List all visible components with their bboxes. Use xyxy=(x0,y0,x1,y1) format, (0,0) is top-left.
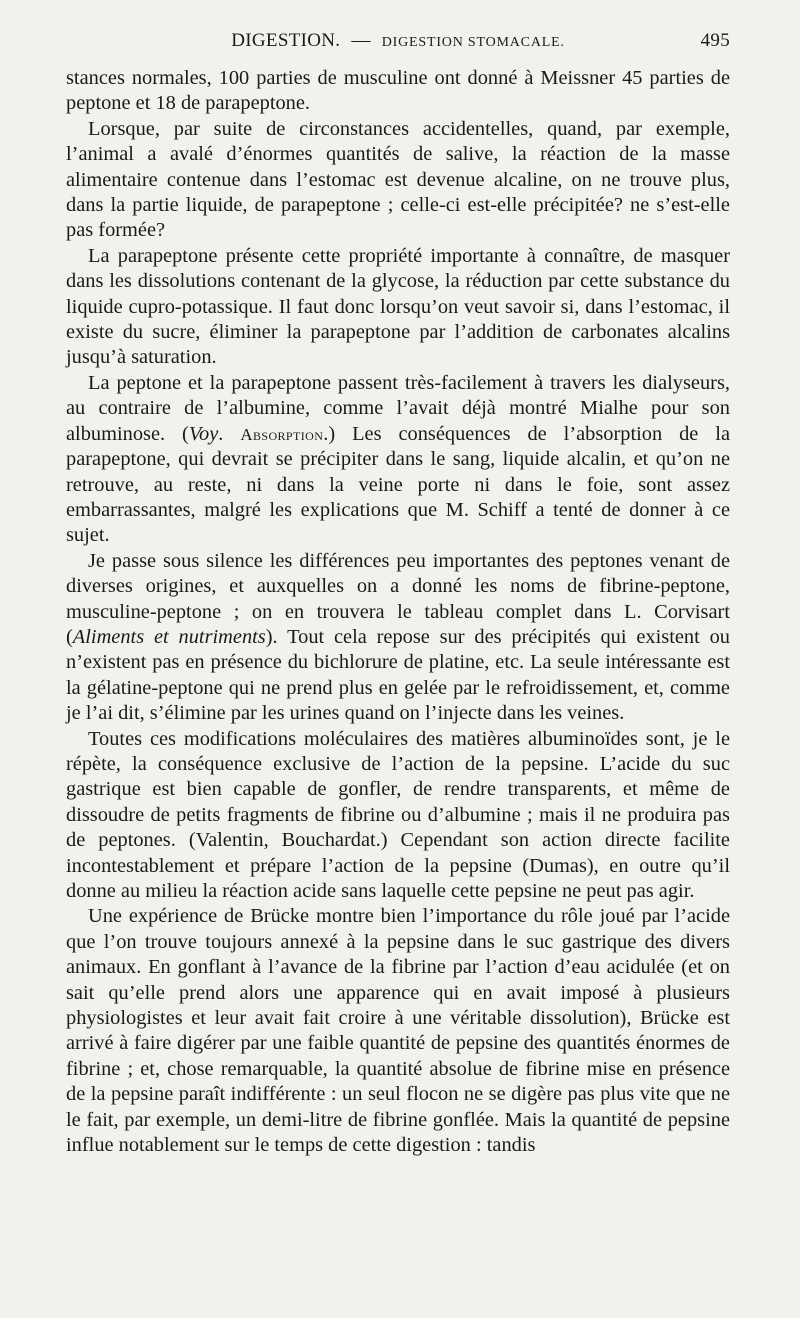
text-segment: La peptone et la parapeptone passent très-facilement à travers les dialyseurs, au contraire de l’albumine, comme l’avait déjà montré Mialhe pour son albuminose. ( xyxy=(66,371,730,445)
header-section: DIGESTION STOMACALE. xyxy=(381,35,565,50)
paragraph-dialysis xyxy=(66,371,730,549)
page-body xyxy=(66,66,730,1158)
paragraph-pepsine-action: Toutes ces modifications moléculaires des matières albuminoïdes sont, je le répète, la conséquence exclusive de l’action de la pepsine. L’acide du suc gastrique est bien capable de gonfler, de rendre transparents, et même de dissoudre de petits fragments de fibrine ou d’albumine ; mais il ne produira pas de peptones. (Valentin, Bouchardat.) Cependant son action directe facilite incontestablement et prépare l’action de la pepsine (Dumas), en outre qu’il donne au milieu la réaction acide sans laquelle cette pepsine ne peut pas agir. xyxy=(66,727,730,902)
header-dash: — xyxy=(351,30,371,51)
paragraph-peptone-varieties xyxy=(66,549,730,727)
text-segment: .) Les conséquences de l’absorption de la parapeptone, qui devrait se précipiter dans le sang, liquide alcalin, et qu’on ne retrouve, au reste, ni dans la veine porte ni dans le foie, sont assez embarrassantes, malgré les explications que M. Schiff a tenté de donner à ce sujet. xyxy=(66,422,730,547)
cross-reference: Absorption xyxy=(240,424,324,444)
book-title: Aliments et nutriments xyxy=(72,625,266,648)
text-segment: . xyxy=(218,422,241,445)
page-number: 495 xyxy=(700,30,730,51)
paragraph-alkaline-reaction: Lorsque, par suite de circonstances accidentelles, quand, par exemple, l’animal a avalé d’énormes quantités de salive, la réaction de la masse alimentaire contenue dans l’estomac est devenue alcaline, on ne trouve plus, dans la partie liquide, de parapeptone ; celle-ci est-elle précipitée? ne s’est-elle pas formée? xyxy=(66,117,730,242)
header-title: DIGESTION. xyxy=(231,30,341,51)
text-segment: Je passe sous silence les différences peu importantes des peptones venant de diverses origines, et auxquelles on a donné les noms de fibrine-peptone, musculine-peptone ; on en trouvera le tableau complet dans L. Corvisart ( xyxy=(66,549,730,648)
paragraph-continuation: stances normales, 100 parties de musculine ont donné à Meissner 45 parties de peptone et 18 de parapeptone. xyxy=(66,67,730,115)
paragraph-brucke-experiment: Une expérience de Brücke montre bien l’importance du rôle joué par l’acide que l’on trouve toujours annexé à la pepsine dans le suc gastrique des divers animaux. En gonflant à l’avance de la fibrine par l’action d’eau acidulée (et on sait qu’elle prend alors une apparence qui en avait imposé à plusieurs physiologistes et leur avait fait croire à une véritable dissolution), Brücke est arrivé à faire digérer par une faible quantité de pepsine des quantités énormes de fibrine ; et, chose remarquable, la quantité absolue de fibrine mise en présence de la pepsine paraît indifférente : un seul flocon ne se digère pas plus vite que ne le fait, par exemple, un demi-litre de fibrine gonflée. Mais la quantité de pepsine influe notablement sur le temps de cette digestion : tandis xyxy=(66,905,730,1157)
paragraph-parapeptone-glycose: La parapeptone présente cette propriété importante à connaître, de masquer dans les dissolutions contenant de la glycose, la réduction par cette substance du liquide cupro-potassique. Il faut donc lorsqu’on veut savoir si, dans l’estomac, il existe du sucre, éliminer la parapeptone par l’addition de carbonates alcalins jusqu’à saturation. xyxy=(66,244,730,369)
voy-abbrev: Voy xyxy=(188,422,219,445)
text-segment: ). Tout cela repose sur des précipités qui existent ou n’existent pas en présence du bichlorure de platine, etc. La seule intéressante est la gélatine-peptone qui ne prend plus en gelée par le refroidissement, et, comme je l’ai dit, s’élimine par les urines quand on l’injecte dans les veines. xyxy=(66,625,730,725)
running-header xyxy=(66,30,730,58)
